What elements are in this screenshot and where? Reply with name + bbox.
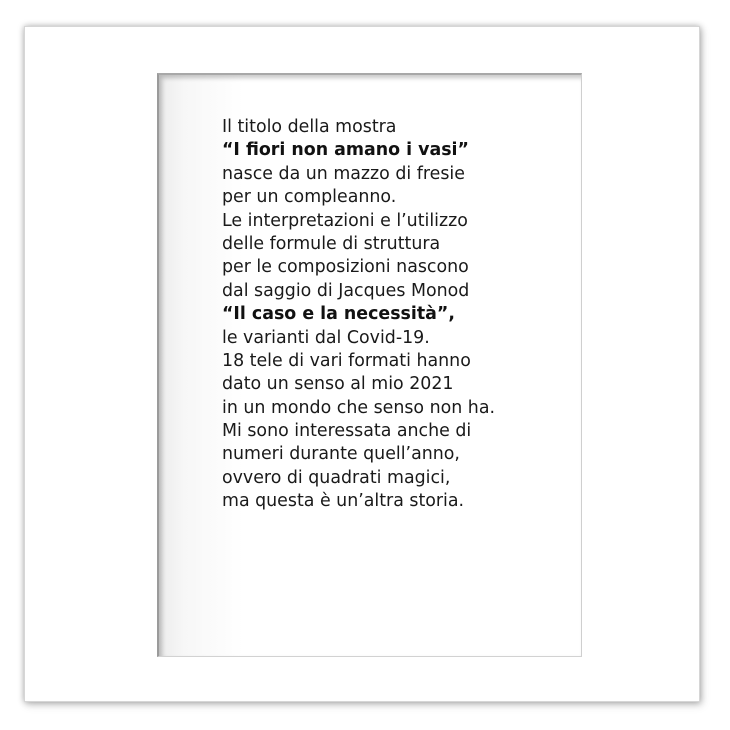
poem-line-13: in un mondo che senso non ha. — [222, 397, 496, 418]
poem-line-16: ovvero di quadrati magici, — [222, 467, 451, 488]
poem-line-10: le varianti dal Covid-19. — [222, 327, 430, 348]
poem-line-3: nasce da un mazzo di fresie — [222, 163, 465, 184]
poem-line-9-book-title: “Il caso e la necessità”, — [222, 304, 455, 325]
poem-line-14: Mi sono interessata anche di — [222, 421, 472, 442]
poem-line-12: dato un senso al mio 2021 — [222, 374, 454, 395]
poem-line-4: per un compleanno. — [222, 187, 397, 208]
poem-line-5: Le interpretazioni e l’utilizzo — [222, 210, 468, 231]
poem-line-17: ma questa è un’altra storia. — [222, 491, 465, 512]
poem-line-7: per le composizioni nascono — [222, 257, 469, 278]
poem-line-1: Il titolo della mostra — [222, 117, 397, 137]
poem-line-2-title: “I fiori non amano i vasi” — [222, 140, 469, 161]
poem-line-11: 18 tele di vari formati hanno — [222, 350, 471, 371]
poem-line-8: dal saggio di Jacques Monod — [222, 280, 470, 301]
poem-line-15: numeri durante quell’anno, — [222, 444, 460, 465]
poem-line-6: delle formule di struttura — [222, 233, 441, 254]
poem-text — [222, 116, 562, 514]
